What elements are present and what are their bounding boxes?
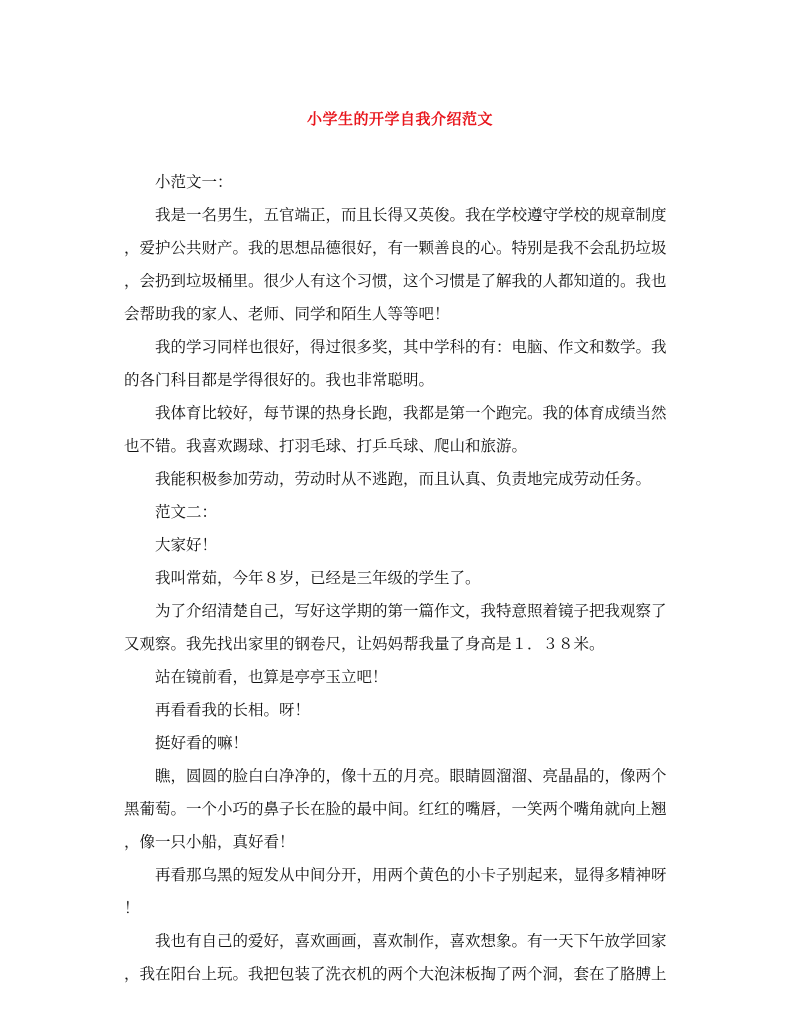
paragraph [124, 595, 676, 661]
paragraph [124, 925, 676, 991]
paragraph [124, 331, 676, 397]
document-title: 小学生的开学自我介绍范文 [306, 110, 493, 128]
paragraph [124, 562, 676, 595]
paragraph-line: ，像一只小船，真好看！ [124, 833, 295, 851]
paragraph-line: 我能积极参加劳动，劳动时从不逃跑，而且认真、负责地完成劳动任务。 [155, 470, 652, 488]
paragraph [124, 463, 676, 496]
paragraph-line: 再看那乌黑的短发从中间分开，用两个黄色的小卡子别起来，显得多精神呀 [155, 866, 667, 884]
paragraph-line: 我叫常茹，今年８岁，已经是三年级的学生了。 [155, 569, 481, 587]
document-body [124, 166, 676, 991]
paragraph-line: 挺好看的嘛！ [155, 734, 249, 752]
paragraph-line: 站在镜前看，也算是亭亭玉立吧！ [155, 668, 388, 686]
paragraph [124, 496, 676, 529]
paragraph [124, 727, 676, 760]
paragraph [124, 166, 676, 199]
paragraph-line: 范文二： [155, 503, 218, 521]
paragraph-line: 又观察。我先找出家里的钢卷尺，让妈妈帮我量了身高是１．３８米。 [124, 635, 605, 653]
paragraph [124, 199, 676, 331]
paragraph-line: ，我在阳台上玩。我把包装了洗衣机的两个大泡沫板掏了两个洞，套在了胳膊上 [124, 965, 667, 983]
paragraph-line: 我是一名男生，五官端正，而且长得又英俊。我在学校遵守学校的规章制度 [155, 206, 667, 224]
paragraph-line: 我的学习同样也很好，得过很多奖，其中学科的有：电脑、作文和数学。我 [155, 338, 667, 356]
paragraph-line: ，会扔到垃圾桶里。很少人有这个习惯，这个习惯是了解我的人都知道的。我也 [124, 272, 667, 290]
paragraph-line: 的各门科目都是学得很好的。我也非常聪明。 [124, 371, 435, 389]
paragraph-line: 大家好！ [155, 536, 218, 554]
paragraph-line: 为了介绍清楚自己，写好这学期的第一篇作文，我特意照着镜子把我观察了 [155, 602, 667, 620]
paragraph [124, 661, 676, 694]
paragraph-line: 瞧，圆圆的脸白白净净的，像十五的月亮。眼睛圆溜溜、亮晶晶的，像两个 [155, 767, 667, 785]
paragraph-line: 再看看我的长相。呀！ [155, 701, 311, 719]
paragraph [124, 760, 676, 859]
paragraph-line: ！ [124, 899, 140, 917]
paragraph-line: ，爱护公共财产。我的思想品德很好，有一颗善良的心。特别是我不会乱扔垃圾 [124, 239, 667, 257]
paragraph [124, 529, 676, 562]
paragraph-line: 会帮助我的家人、老师、同学和陌生人等等吧！ [124, 305, 450, 323]
paragraph [124, 859, 676, 925]
paragraph [124, 397, 676, 463]
paragraph-line: 也不错。我喜欢踢球、打羽毛球、打乒乓球、爬山和旅游。 [124, 437, 528, 455]
paragraph-line: 我体育比较好，每节课的热身长跑，我都是第一个跑完。我的体育成绩当然 [155, 404, 667, 422]
paragraph-line: 小范文一： [155, 173, 233, 191]
paragraph [124, 694, 676, 727]
paragraph-line: 黑葡萄。一个小巧的鼻子长在脸的最中间。红红的嘴唇，一笑两个嘴角就向上翘 [124, 800, 667, 818]
paragraph-line: 我也有自己的爱好，喜欢画画，喜欢制作，喜欢想象。有一天下午放学回家 [155, 932, 667, 950]
